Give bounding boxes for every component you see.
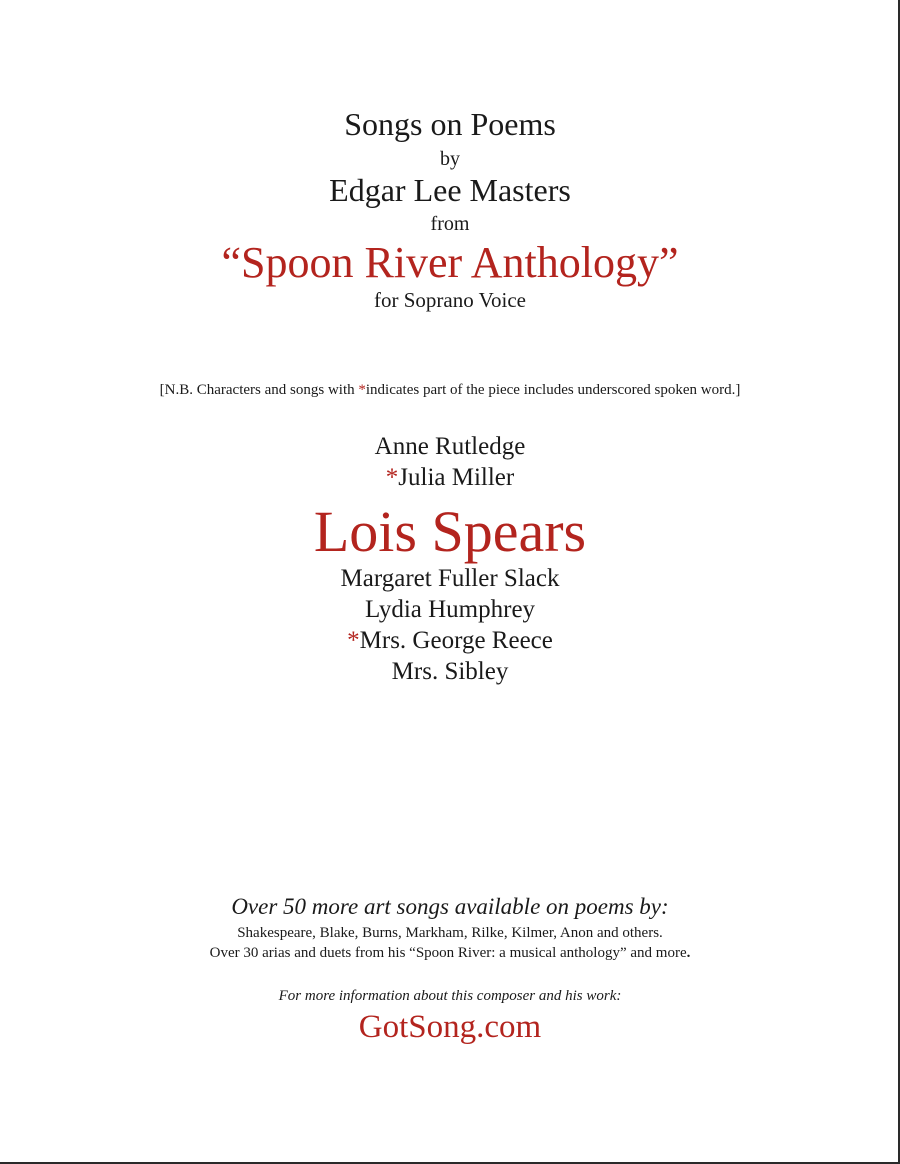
song-title <box>0 596 900 624</box>
song-name: Mrs. Sibley <box>391 658 509 685</box>
more-info-text: For more information about this composer and his work: <box>278 988 622 1004</box>
arias-line <box>0 945 900 962</box>
song-name: Anne Rutledge <box>374 433 526 460</box>
featured-song-title <box>0 498 900 565</box>
note-prefix: [N.B. Characters and songs with <box>159 382 359 398</box>
song-title <box>0 627 900 655</box>
voice-type: for Soprano Voice <box>373 288 527 312</box>
website-link[interactable]: GotSong.com <box>358 1009 542 1045</box>
spoken-word-marker: * <box>385 464 399 491</box>
song-title <box>0 565 900 593</box>
song-name: Margaret Fuller Slack <box>340 565 560 592</box>
spoken-word-note <box>0 382 900 399</box>
song-name: Lois Spears <box>313 499 587 564</box>
arias-period: . <box>686 945 691 961</box>
song-title <box>0 464 900 492</box>
collection-title: “Spoon River Anthology” <box>221 238 679 287</box>
note-suffix: indicates part of the piece includes underscored spoken word.] <box>365 382 741 398</box>
song-title <box>0 658 900 686</box>
song-name: Mrs. George Reece <box>359 627 553 654</box>
promo-heading: Over 50 more art songs available on poems by: <box>231 894 669 919</box>
spoken-word-marker: * <box>347 627 360 654</box>
author-name: Edgar Lee Masters <box>329 172 571 208</box>
asterisk-marker: * <box>358 382 366 398</box>
song-title <box>0 433 900 461</box>
song-name: Julia Miller <box>398 464 515 491</box>
cover-title: Songs on Poems <box>344 106 556 142</box>
by-line: by <box>440 148 460 170</box>
arias-text: Over 30 arias and duets from his “Spoon River: a musical anthology” and more <box>209 945 687 961</box>
song-name: Lydia Humphrey <box>364 596 536 623</box>
from-line: from <box>430 213 470 235</box>
poets-list: Shakespeare, Blake, Burns, Markham, Rilke, Kilmer, Anon and others. <box>237 925 663 941</box>
